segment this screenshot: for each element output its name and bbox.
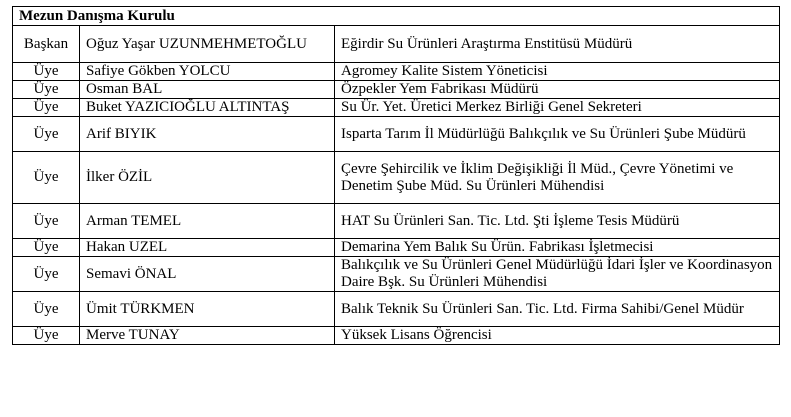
name-cell: Buket YAZICIOĞLU ALTINTAŞ: [80, 99, 335, 117]
name-cell: Oğuz Yaşar UZUNMEHMETOĞLU: [80, 26, 335, 63]
table-row: [13, 99, 780, 117]
role-cell: Üye: [13, 117, 80, 152]
role-cell: Üye: [13, 81, 80, 99]
position-cell: Balıkçılık ve Su Ürünleri Genel Müdürlüğü İdari İşler ve Koordinasyon Daire Bşk. Su Ürünleri Mühendisi: [335, 257, 780, 292]
name-cell: Arif BIYIK: [80, 117, 335, 152]
table-row: [13, 257, 780, 292]
role-cell: Üye: [13, 239, 80, 257]
table-title: Mezun Danışma Kurulu: [13, 7, 780, 26]
name-cell: Hakan UZEL: [80, 239, 335, 257]
name-cell: Ümit TÜRKMEN: [80, 292, 335, 327]
name-cell: Semavi ÖNAL: [80, 257, 335, 292]
table-row: [13, 152, 780, 204]
role-cell: Başkan: [13, 26, 80, 63]
position-cell: Özpekler Yem Fabrikası Müdürü: [335, 81, 780, 99]
table-row: [13, 204, 780, 239]
role-cell: Üye: [13, 99, 80, 117]
table-row: [13, 327, 780, 345]
role-cell: Üye: [13, 292, 80, 327]
table-title-row: [13, 7, 780, 26]
role-cell: Üye: [13, 152, 80, 204]
role-cell: Üye: [13, 63, 80, 81]
position-cell: Isparta Tarım İl Müdürlüğü Balıkçılık ve Su Ürünleri Şube Müdürü: [335, 117, 780, 152]
position-cell: Agromey Kalite Sistem Yöneticisi: [335, 63, 780, 81]
role-cell: Üye: [13, 257, 80, 292]
role-cell: Üye: [13, 327, 80, 345]
name-cell: Merve TUNAY: [80, 327, 335, 345]
table-row: [13, 292, 780, 327]
position-cell: Su Ür. Yet. Üretici Merkez Birliği Genel Sekreteri: [335, 99, 780, 117]
position-cell: Balık Teknik Su Ürünleri San. Tic. Ltd. Firma Sahibi/Genel Müdür: [335, 292, 780, 327]
position-cell: Eğirdir Su Ürünleri Araştırma Enstitüsü Müdürü: [335, 26, 780, 63]
table-row: [13, 239, 780, 257]
name-cell: Osman BAL: [80, 81, 335, 99]
table-row: [13, 26, 780, 63]
role-cell: Üye: [13, 204, 80, 239]
name-cell: Safiye Gökben YOLCU: [80, 63, 335, 81]
name-cell: Arman TEMEL: [80, 204, 335, 239]
table-row: [13, 63, 780, 81]
position-cell: Demarina Yem Balık Su Ürün. Fabrikası İşletmecisi: [335, 239, 780, 257]
table-row: [13, 117, 780, 152]
table-row: [13, 81, 780, 99]
position-cell: HAT Su Ürünleri San. Tic. Ltd. Şti İşleme Tesis Müdürü: [335, 204, 780, 239]
advisory-board-table: [12, 6, 780, 345]
name-cell: İlker ÖZİL: [80, 152, 335, 204]
position-cell: Çevre Şehircilik ve İklim Değişikliği İl Müd., Çevre Yönetimi ve Denetim Şube Müd. Su Ürünleri Mühendisi: [335, 152, 780, 204]
position-cell: Yüksek Lisans Öğrencisi: [335, 327, 780, 345]
